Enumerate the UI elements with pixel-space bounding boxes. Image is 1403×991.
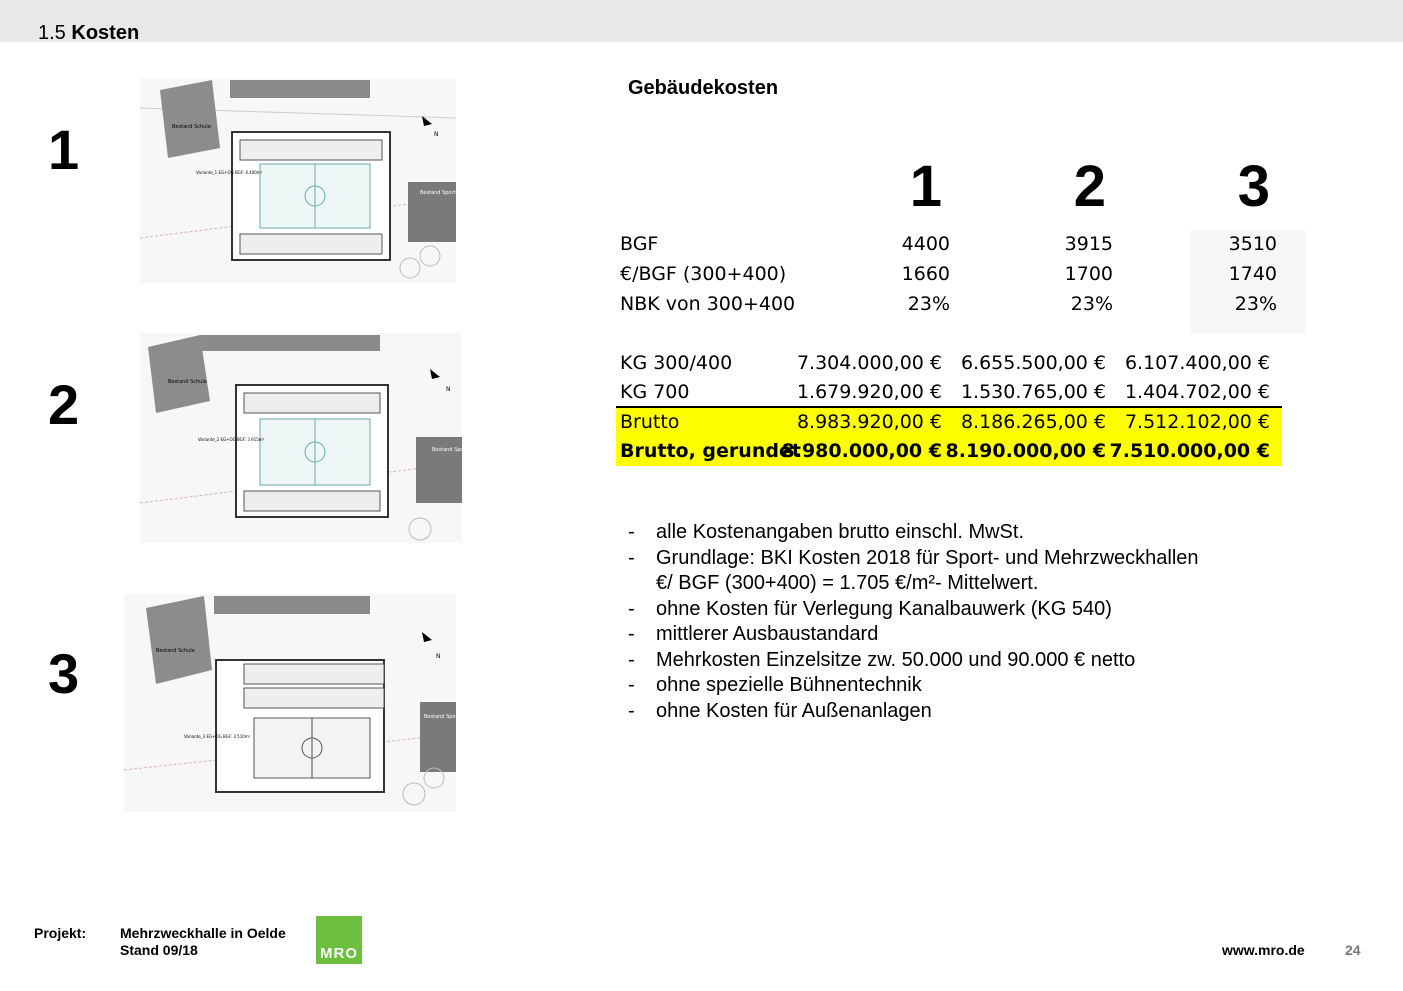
plan-2-variant-label: Variante_2 EG+OG BGF: 3.915m² — [198, 437, 265, 442]
page-number: 24 — [1345, 942, 1361, 958]
plan-3-variant-label: Variante_3 EG+OG BGF: 3.510m² — [184, 734, 251, 739]
site-plan-variant-3 — [124, 594, 472, 812]
table-row-brutto: Brutto 8.983.920,00 € 8.186.265,00 € 7.512.102,00 € — [616, 408, 1282, 437]
footer-project-name: Mehrzweckhalle in Oelde — [120, 925, 286, 941]
mro-logo — [316, 916, 362, 964]
section-heading: Kosten — [71, 22, 140, 44]
kg-cost-table: KG 300/400 7.304.000,00 € 6.655.500,00 € 6.107.400,00 € KG 700 1.679.920,00 € 1.530.765,00 € 1.404.702,00 € Brutto 8.983.920,00 € 8.186.265,00 € 7.512.102,00 € Brutto, gerundet 8.980.000,00 € 8.190.000,00 € 7.510.000,00 € — [616, 349, 1282, 467]
footer-status: Stand 09/18 — [120, 942, 198, 958]
section-number: 1.5 — [38, 22, 66, 44]
plan-2-school-label: Bestand Schule — [168, 379, 207, 385]
list-item: - ohne Kosten für Außenanlagen — [628, 699, 932, 722]
list-item: - Grundlage: BKI Kosten 2018 für Sport- und Mehrzweckhallen — [628, 546, 1199, 569]
plan-2-north-label: N — [446, 386, 451, 393]
footer-project-label: Projekt: — [34, 925, 87, 941]
stats-table: BGF 4400 3915 3510 €/BGF (300+400) 1660 1700 1740 NBK von 300+400 23% 23% 23% — [616, 230, 1306, 334]
plan-1-north-label: N — [434, 131, 439, 138]
footer-website[interactable]: www.mro.de — [1222, 942, 1305, 958]
variant-number-2: 2 — [48, 373, 80, 436]
column-header-2: 2 — [1073, 154, 1106, 219]
list-item: - mittlerer Ausbaustandard — [628, 623, 879, 645]
plan-2-hall-label: Bestand Sporthalle — [432, 447, 480, 453]
plan-3-school-label: Bestand Schule — [156, 648, 195, 654]
list-item: - ohne Kosten für Verlegung Kanalbauwerk (KG 540) — [628, 597, 1112, 620]
cost-notes-list — [628, 520, 1199, 724]
plan-1-school-label: Bestand Schule — [172, 124, 211, 130]
top-bar — [0, 0, 1403, 42]
list-item: - Mehrkosten Einzelsitze zw. 50.000 und 90.000 € netto — [628, 648, 1136, 671]
table-row-brutto-rounded: Brutto, gerundet 8.980.000,00 € 8.190.000,00 € 7.510.000,00 € — [616, 437, 1282, 466]
plan-1-hall-label: Bestand Sporthalle — [420, 190, 468, 196]
column-header-3: 3 — [1237, 154, 1270, 219]
list-item: - alle Kostenangaben brutto einschl. MwSt. — [628, 521, 1024, 543]
plan-3-hall-label: Bestand Sporthalle — [424, 714, 472, 720]
cost-table-title: Gebäudekosten — [628, 77, 779, 99]
plan-3-north-label: N — [436, 653, 441, 660]
section-title — [38, 22, 139, 45]
variant-number-3: 3 — [48, 642, 80, 705]
site-plan-variant-2 — [140, 333, 480, 543]
logo-text: MRO — [320, 945, 358, 962]
plan-1-variant-label: Variante_1 EG+OG BGF: 4.400m² — [196, 170, 263, 175]
list-item: - ohne spezielle Bühnentechnik — [628, 674, 922, 696]
site-plan-variant-1 — [140, 78, 468, 283]
variant-number-1: 1 — [48, 118, 80, 181]
list-item: €/ BGF (300+400) = 1.705 €/m²- Mittelwert. — [656, 572, 1039, 594]
column-header-1: 1 — [909, 154, 942, 219]
